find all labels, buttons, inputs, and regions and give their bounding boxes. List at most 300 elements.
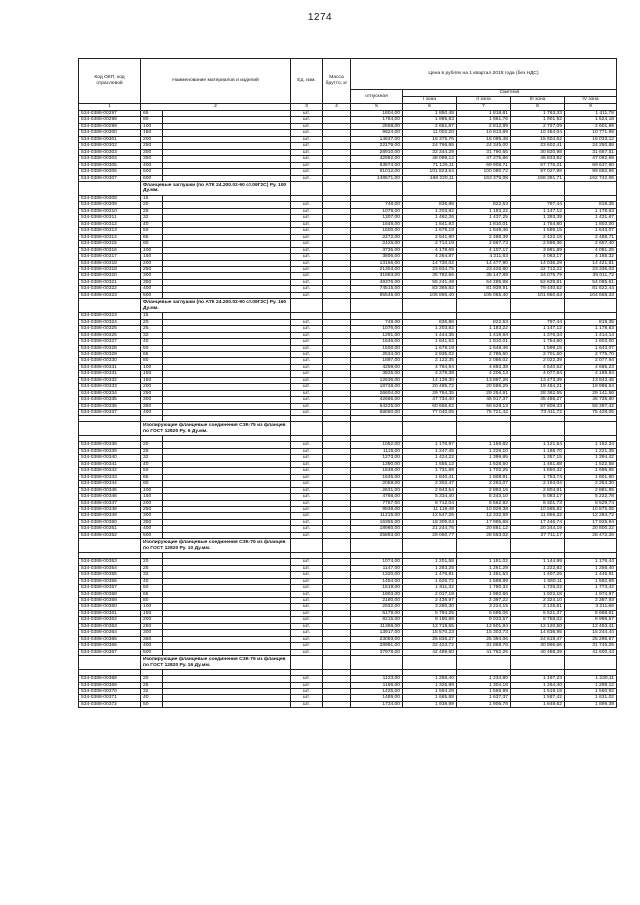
table-row (79, 701, 617, 707)
unit-cell: шт. (291, 351, 323, 357)
zone-2-price: 35 147,89 (457, 273, 511, 279)
zone-3-price: 45 833,82 (511, 156, 565, 162)
zone-1-price: 1 665,88 (403, 695, 457, 701)
col-number: 3 (291, 104, 323, 111)
unit-cell: шт. (291, 397, 323, 403)
nominal-size: 50 (141, 585, 163, 591)
product-code: 534-0388-00357 (79, 585, 141, 591)
unit-cell: шт. (291, 578, 323, 584)
zone-4-price: 1 256,40 (565, 565, 617, 571)
zone-1-price: 1 203,82 (403, 326, 457, 332)
unit-cell: шт. (291, 513, 323, 519)
zone-2-price: 1 156,82 (457, 442, 511, 448)
unit-cell: шт. (291, 591, 323, 597)
zone-3-price: 2 804,91 (511, 487, 565, 493)
zone-1-price: 9 190,88 (403, 617, 457, 623)
zone-4-price: 1 803,00 (565, 339, 617, 345)
nominal-size: 40 (141, 578, 163, 584)
zone-1-price: 1 678,19 (403, 345, 457, 351)
unit-cell: шт. (291, 215, 323, 221)
unit-cell: шт. (291, 403, 323, 409)
zone-1-price: 15 570,23 (403, 630, 457, 636)
zone-2-price: 105 065,40 (457, 292, 511, 298)
nominal-size: 80 (141, 598, 163, 604)
zone-3-price: 797,44 (511, 319, 565, 325)
release-price: 2272,00 (351, 234, 403, 240)
zone-3-price: 797,44 (511, 202, 565, 208)
zone-3-price: 2 324,10 (511, 598, 565, 604)
zone-3-price: 1 188,70 (511, 448, 565, 454)
release-price: 31983,00 (351, 273, 403, 279)
unit-cell: шт. (291, 345, 323, 351)
product-code: 534-0388-00335 (79, 397, 141, 403)
mass-cell (323, 701, 351, 707)
release-price: 54225,00 (351, 403, 403, 409)
zone-2-price: 46 917,37 (457, 397, 511, 403)
unit-cell: шт. (291, 701, 323, 707)
release-price: 18980,00 (351, 526, 403, 532)
release-price: 1052,00 (351, 442, 403, 448)
product-code: 534-0388-00322 (79, 286, 141, 292)
zone-4-price: 4 091,25 (565, 247, 617, 253)
zone-3-price: 1 264,40 (511, 682, 565, 688)
release-price: 1076,00 (351, 208, 403, 214)
zone-4-price: 1 643,07 (565, 345, 617, 351)
zone-4-price: 1 592,69 (565, 578, 617, 584)
zone-1-price: 1 424,22 (403, 455, 457, 461)
product-code: 534-0388-00316 (79, 247, 141, 253)
zone-4-price: 1 695,65 (565, 468, 617, 474)
zone-3-price: 2 422,18 (511, 234, 565, 240)
col-number: 8 (511, 104, 565, 111)
release-price: 2426,00 (351, 241, 403, 247)
zone-4-price: 1 643,07 (565, 228, 617, 234)
zone-4-price: 2 601,99 (565, 123, 617, 129)
zone-1-price: 32 344,29 (403, 149, 457, 155)
zone-3-price: 1 393,39 (511, 215, 565, 221)
unit-cell: шт. (291, 500, 323, 506)
zone-2-price: 1 234,90 (457, 676, 511, 682)
nominal-size: 65 (141, 234, 163, 240)
product-code: 534-0388-00337 (79, 410, 141, 416)
unit-cell: шт. (291, 507, 323, 513)
nominal-size: 100 (141, 123, 163, 129)
empty-cell (291, 656, 323, 670)
section-title: Фланцевые заглушки (по АТК 24.200.02-90 ст.09Г2С) Ру. 100 Ду.мм. (141, 181, 291, 195)
empty-cell (79, 539, 141, 553)
zone-3-price: 52 639,81 (511, 279, 565, 285)
empty-cell (79, 422, 141, 436)
zone-1-price: 24 766,95 (403, 143, 457, 149)
nominal-size: 350 (141, 279, 163, 285)
zone-4-price: 99 692,96 (565, 169, 617, 175)
nominal-size: 500 (141, 169, 163, 175)
nominal-size: 150 (141, 130, 163, 136)
release-price: 11369,00 (351, 623, 403, 629)
release-price: 42666,00 (351, 397, 403, 403)
unit-cell: шт. (291, 636, 323, 642)
zone-3-price: 30 820,98 (511, 149, 565, 155)
product-code: 534-0388-00339 (79, 448, 141, 454)
zone-3-price: 1 599,15 (511, 228, 565, 234)
release-price: 1123,00 (351, 676, 403, 682)
col-number: 7 (457, 104, 511, 111)
zone-4-price: 29 141,56 (565, 390, 617, 396)
nominal-size: 150 (141, 371, 163, 377)
nominal-size: 50 (141, 228, 163, 234)
zone-4-price: 15 244,44 (565, 630, 617, 636)
release-price: 12636,00 (351, 377, 403, 383)
release-price: 28910,00 (351, 149, 403, 155)
product-code: 534-0388-00312 (79, 221, 141, 227)
zone-1-price: 5 794,25 (403, 610, 457, 616)
zone-3-price: 1 197,23 (511, 676, 565, 682)
release-price: 95545,00 (351, 292, 403, 298)
product-code: 534-0388-00300 (79, 130, 141, 136)
unit-cell: шт. (291, 442, 323, 448)
unit-cell: шт. (291, 136, 323, 142)
nominal-size: 25 (141, 682, 163, 688)
nominal-size: 600 (141, 175, 163, 181)
product-code: 534-0388-00363 (79, 623, 141, 629)
zone-2-price: 69 908,71 (457, 162, 511, 168)
nominal-size: 20 (141, 559, 163, 565)
unit-cell: шт. (291, 208, 323, 214)
empty-cell (511, 299, 565, 313)
unit-cell: шт. (291, 332, 323, 338)
zone-1-price: 1 462,26 (403, 215, 457, 221)
zone-1-price: 4 178,69 (403, 247, 457, 253)
product-code: 534-0388-00307 (79, 175, 141, 181)
zone-2-price: 1 702,25 (457, 468, 511, 474)
zone-2-price: 10 813,89 (457, 130, 511, 136)
unit-cell: шт. (291, 377, 323, 383)
unit-cell: шт. (291, 643, 323, 649)
product-code: 534-0388-00302 (79, 143, 141, 149)
product-code: 534-0388-00342 (79, 468, 141, 474)
nominal-size: 80 (141, 358, 163, 364)
zone-1-price: 29 060,77 (403, 532, 457, 538)
zone-4-price: 81 622,44 (565, 286, 617, 292)
nominal-size: 400 (141, 526, 163, 532)
zone-3-price: 19 464,21 (511, 384, 565, 390)
nominal-size: 40 (141, 221, 163, 227)
product-code: 534-0388-00372 (79, 701, 141, 707)
zone-3-price: 1 519,19 (511, 688, 565, 694)
zone-4-price: 4 189,84 (565, 371, 617, 377)
nominal-size: 25 (141, 448, 163, 454)
release-price: 2932,00 (351, 604, 403, 610)
zone-4-price: 1 899,39 (565, 701, 617, 707)
zone-1-price: 1 850,48 (403, 111, 457, 117)
zone-1-price: 14 730,02 (403, 260, 457, 266)
unit-cell: шт. (291, 143, 323, 149)
product-code: 534-0388-00326 (79, 332, 141, 338)
release-price: 68860,00 (351, 410, 403, 416)
zone-3-price: 1 754,80 (511, 221, 565, 227)
nominal-size: 250 (141, 507, 163, 513)
release-price: 1489,00 (351, 695, 403, 701)
zone-2-price: 81 939,91 (457, 286, 511, 292)
section-header-row (79, 539, 617, 553)
nominal-size: 200 (141, 136, 163, 142)
zone-2-price: 2 812,89 (457, 123, 511, 129)
zone-1-price: 42 489,50 (403, 649, 457, 655)
zone-3-price: 3 125,81 (511, 604, 565, 610)
product-code: 534-0388-00331 (79, 371, 141, 377)
zone-1-price: 29 764,35 (403, 390, 457, 396)
zone-2-price: 4 107,17 (457, 247, 511, 253)
empty-cell (291, 539, 323, 553)
product-code: 534-0388-00324 (79, 319, 141, 325)
empty-cell (457, 181, 511, 195)
zone-2-price: 13 897,28 (457, 377, 511, 383)
unit-cell: шт. (291, 532, 323, 538)
product-code: 534-0388-00311 (79, 215, 141, 221)
release-price: 37978,00 (351, 649, 403, 655)
nominal-size: 100 (141, 487, 163, 493)
zone-4-price: 20 800,22 (565, 526, 617, 532)
unit-cell: шт. (291, 623, 323, 629)
product-code: 534-0388-00347 (79, 500, 141, 506)
nominal-size: 500 (141, 532, 163, 538)
empty-cell (351, 656, 403, 670)
release-price: 1115,00 (351, 448, 403, 454)
table-body (79, 111, 617, 708)
product-code: 534-0388-00365 (79, 636, 141, 642)
zone-2-price: 1 419,64 (457, 332, 511, 338)
release-price: 4768,00 (351, 494, 403, 500)
zone-4-price: 2 775,70 (565, 351, 617, 357)
empty-cell (351, 299, 403, 313)
product-code: 534-0388-00323 (79, 292, 141, 298)
release-price: 23093,00 (351, 636, 403, 642)
zone-2-price: 24 345,00 (457, 143, 511, 149)
zone-2-price: 1 961,76 (457, 117, 511, 123)
zone-3-price: 10 595,82 (511, 507, 565, 513)
zone-2-price: 100 080,72 (457, 169, 511, 175)
product-code: 534-0388-00308 (79, 195, 141, 201)
section-title: Изолирующие фланцевые соединения СЗК-75 из фланцев по ГОСТ 12820 Ру. 6 Ду.мм. (141, 422, 291, 436)
zone-3-price: 12 120,50 (511, 623, 565, 629)
section-header-row (79, 422, 617, 436)
zone-1-price: 1 176,97 (403, 442, 457, 448)
release-price: 748,00 (351, 202, 403, 208)
zone-1-price: 12 719,55 (403, 623, 457, 629)
nominal-size: 150 (141, 377, 163, 383)
unit-cell: шт. (291, 487, 323, 493)
product-code: 534-0388-00310 (79, 208, 141, 214)
unit-cell: шт. (291, 130, 323, 136)
release-price: 1897,00 (351, 358, 403, 364)
zone-2-price: 822,53 (457, 319, 511, 325)
zone-3-price: 22 712,22 (511, 266, 565, 272)
zone-4-price: 1 773,42 (565, 585, 617, 591)
nominal-size: 500 (141, 292, 163, 298)
zone-4-price: 4 665,23 (565, 364, 617, 370)
zone-1-price: 1 256,40 (403, 676, 457, 682)
nominal-size: 100 (141, 604, 163, 610)
zone-2-price: 5 243,10 (457, 494, 511, 500)
unit-cell: шт. (291, 326, 323, 332)
zone-1-price: 14 139,30 (403, 377, 457, 383)
release-price: 1076,00 (351, 326, 403, 332)
zone-3-price: 1 144,99 (511, 559, 565, 565)
zone-4-price: 5 222,78 (565, 494, 617, 500)
nominal-size: 50 (141, 701, 163, 707)
zone-3-price: 97 027,98 (511, 169, 565, 175)
product-code: 534-0388-00349 (79, 513, 141, 519)
zone-4-price: 1 152,34 (565, 442, 617, 448)
zone-2-price: 2 498,39 (457, 234, 511, 240)
unit-cell: шт. (291, 481, 323, 487)
zone-2-price: 1 808,91 (457, 474, 511, 480)
zone-2-price: 12 501,84 (457, 623, 511, 629)
header-zone-2: II зона (457, 97, 511, 104)
zone-3-price: 57 808,33 (511, 403, 565, 409)
zone-3-price: 1 650,32 (511, 468, 565, 474)
unit-cell: шт. (291, 610, 323, 616)
zone-2-price: 1 810,01 (457, 339, 511, 345)
zone-4-price: 69 637,90 (565, 162, 617, 168)
empty-cell (351, 181, 403, 195)
empty-cell (403, 299, 457, 313)
zone-3-price: 1 147,12 (511, 326, 565, 332)
zone-1-price: 4 279,38 (403, 371, 457, 377)
nominal-size: 150 (141, 494, 163, 500)
release-price: 1500,00 (351, 345, 403, 351)
empty-cell (323, 299, 351, 313)
empty-cell (291, 422, 323, 436)
nominal-size: 400 (141, 286, 163, 292)
release-price: 3825,00 (351, 371, 403, 377)
zone-1-price: 16 375,76 (403, 136, 457, 142)
product-code: 534-0388-00368 (79, 676, 141, 682)
header-unit: Ед. изм. (291, 59, 323, 104)
zone-2-price: 1 226,10 (457, 448, 511, 454)
zone-4-price: 24 250,88 (565, 143, 617, 149)
nominal-size: 250 (141, 266, 163, 272)
zone-4-price: 12 453,41 (565, 623, 617, 629)
release-price: 26604,00 (351, 390, 403, 396)
zone-2-price: 28 563,02 (457, 532, 511, 538)
zone-1-price: 48 099,12 (403, 156, 457, 162)
product-code: 534-0388-00345 (79, 487, 141, 493)
zone-2-price: 2 263,07 (457, 481, 511, 487)
product-code: 534-0388-00358 (79, 591, 141, 597)
product-code: 534-0388-00356 (79, 578, 141, 584)
product-code: 534-0388-00327 (79, 339, 141, 345)
release-price: 1273,00 (351, 455, 403, 461)
zone-3-price: 4 540,52 (511, 364, 565, 370)
header-estimated: Сметная (403, 90, 617, 97)
zone-2-price: 1 637,37 (457, 695, 511, 701)
zone-1-price: 1 841,53 (403, 339, 457, 345)
nominal-size: 40 (141, 339, 163, 345)
zone-4-price: 1 178,63 (565, 326, 617, 332)
zone-1-price: 23 834,75 (403, 266, 457, 272)
product-code: 534-0388-00297 (79, 111, 141, 117)
product-code: 534-0388-00351 (79, 526, 141, 532)
zone-4-price: 12 284,72 (565, 513, 617, 519)
zone-3-price: 14 836,95 (511, 630, 565, 636)
empty-cell (565, 181, 617, 195)
empty-cell (565, 299, 617, 313)
nominal-size: 300 (141, 513, 163, 519)
empty-cell (79, 656, 141, 670)
unit-cell: шт. (291, 156, 323, 162)
zone-3-price: 28 362,55 (511, 390, 565, 396)
unit-cell: шт. (291, 598, 323, 604)
empty-cell (457, 299, 511, 313)
zone-1-price: 4 264,87 (403, 254, 457, 260)
unit-cell: шт. (291, 688, 323, 694)
zone-2-price: 163 375,08 (457, 175, 511, 181)
release-price: 1648,00 (351, 221, 403, 227)
zone-1-price: 12 547,26 (403, 513, 457, 519)
unit-cell: шт. (291, 604, 323, 610)
release-price: 13166,00 (351, 260, 403, 266)
release-price: 22179,00 (351, 143, 403, 149)
release-price: 63574,00 (351, 162, 403, 168)
page-number: 1274 (307, 12, 333, 23)
zone-3-price: 2 727,09 (511, 123, 565, 129)
zone-4-price: 1 631,02 (565, 695, 617, 701)
release-price: 1320,00 (351, 572, 403, 578)
zone-1-price: 8 712,04 (403, 500, 457, 506)
zone-1-price: 5 334,40 (403, 494, 457, 500)
zone-1-price: 2 017,18 (403, 591, 457, 597)
unit-cell: шт. (291, 364, 323, 370)
product-code: 534-0388-00364 (79, 630, 141, 636)
zone-3-price: 2 194,04 (511, 481, 565, 487)
zone-4-price: 35 011,72 (565, 273, 617, 279)
release-price: 1619,00 (351, 585, 403, 591)
nominal-size: 300 (141, 397, 163, 403)
empty-cell (291, 299, 323, 313)
zone-3-price: 5 521,37 (511, 610, 565, 616)
release-price: 8215,00 (351, 617, 403, 623)
zone-1-price: 60 666,52 (403, 403, 457, 409)
section-header-row (79, 181, 617, 195)
zone-4-price: 1 230,11 (565, 676, 617, 682)
product-code: 534-0388-00332 (79, 377, 141, 383)
header-zone-1: I зона (403, 97, 457, 104)
zone-3-price: 1 550,11 (511, 578, 565, 584)
unit-cell: шт. (291, 273, 323, 279)
zone-4-price: 2 077,94 (565, 358, 617, 364)
zone-1-price: 25 836,27 (403, 636, 457, 642)
zone-1-price: 836,86 (403, 319, 457, 325)
unit-cell: шт. (291, 519, 323, 525)
product-code: 534-0388-00299 (79, 123, 141, 129)
nominal-size: 350 (141, 636, 163, 642)
product-code: 534-0388-00361 (79, 610, 141, 616)
nominal-size: 15 (141, 313, 163, 319)
nominal-size: 400 (141, 643, 163, 649)
nominal-size: 200 (141, 500, 163, 506)
zone-4-price: 1 414,14 (565, 332, 617, 338)
zone-2-price: 1 598,89 (457, 578, 511, 584)
zone-4-price: 819,35 (565, 319, 617, 325)
zone-4-price: 8 529,74 (565, 500, 617, 506)
zone-2-price: 29 254,91 (457, 390, 511, 396)
zone-3-price: 1 222,82 (511, 565, 565, 571)
product-code: 534-0388-00314 (79, 234, 141, 240)
unit-cell: шт. (291, 617, 323, 623)
zone-1-price: 1 201,58 (403, 559, 457, 565)
zone-1-price: 35 782,56 (403, 273, 457, 279)
